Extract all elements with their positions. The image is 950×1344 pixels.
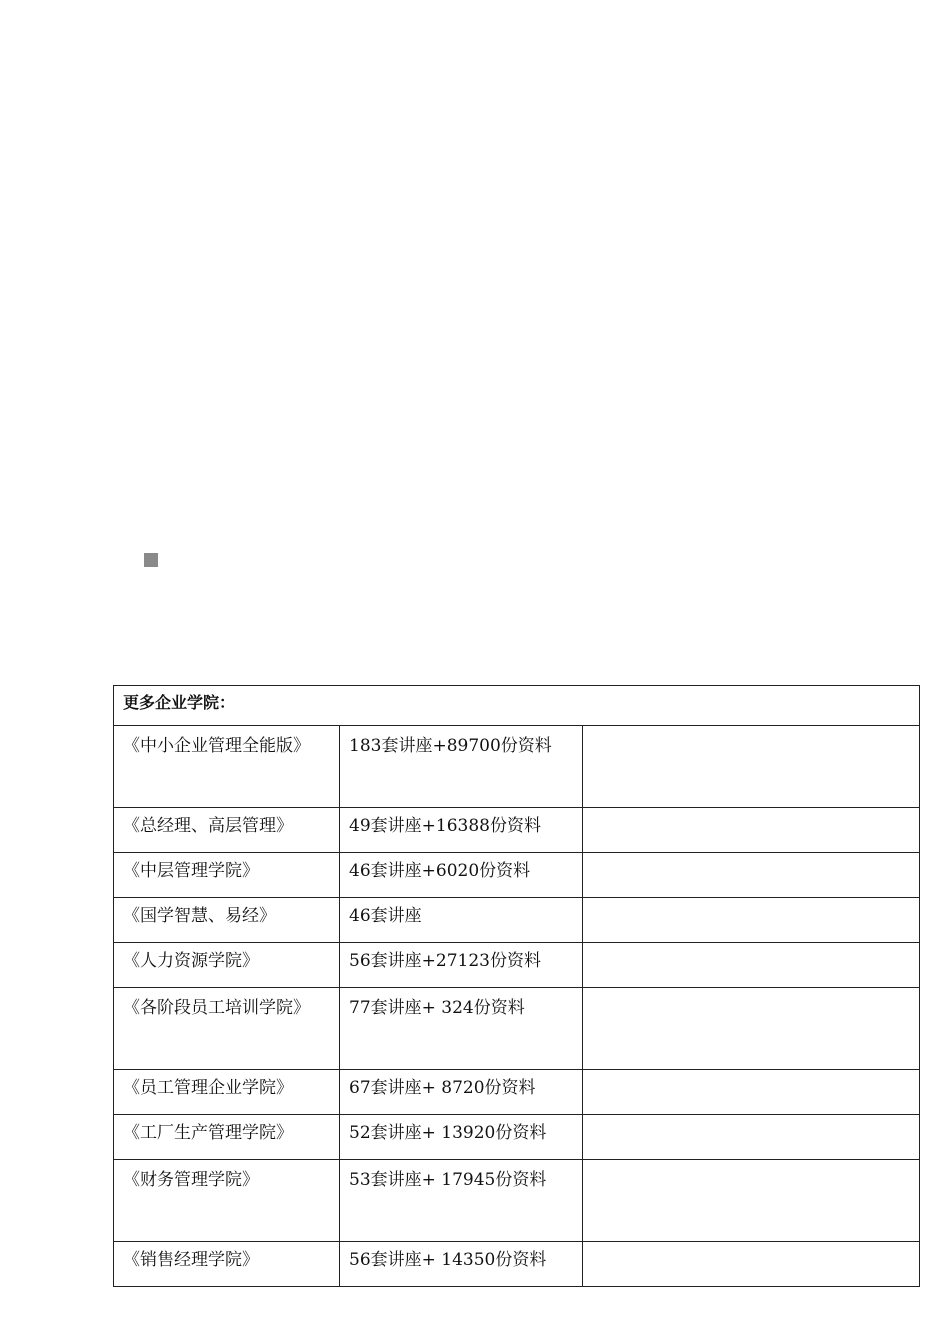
table-row	[114, 1115, 920, 1160]
table-row	[114, 988, 920, 1070]
academy-stat: 56套讲座+27123份资料	[340, 943, 583, 988]
academy-note	[583, 1115, 920, 1160]
table-header: 更多企业学院：	[114, 686, 920, 726]
table-row	[114, 853, 920, 898]
academy-name: 《各阶段员工培训学院》	[114, 988, 340, 1070]
table-row	[114, 808, 920, 853]
academy-name: 《员工管理企业学院》	[114, 1070, 340, 1115]
table-row	[114, 898, 920, 943]
academy-name: 《人力资源学院》	[114, 943, 340, 988]
table-row	[114, 1160, 920, 1242]
table-row	[114, 1070, 920, 1115]
table-header-row	[114, 686, 920, 726]
academy-table	[113, 685, 920, 1287]
academy-note	[583, 1242, 920, 1287]
academy-stat: 52套讲座+ 13920份资料	[340, 1115, 583, 1160]
academy-note	[583, 943, 920, 988]
academy-stat: 49套讲座+16388份资料	[340, 808, 583, 853]
table-row	[114, 1242, 920, 1287]
academy-note	[583, 726, 920, 808]
academy-name: 《中层管理学院》	[114, 853, 340, 898]
academy-name: 《中小企业管理全能版》	[114, 726, 340, 808]
academy-stat: 56套讲座+ 14350份资料	[340, 1242, 583, 1287]
table-row	[114, 943, 920, 988]
academy-note	[583, 808, 920, 853]
academy-name: 《工厂生产管理学院》	[114, 1115, 340, 1160]
academy-stat: 46套讲座	[340, 898, 583, 943]
table-row	[114, 726, 920, 808]
bullet-square	[144, 553, 158, 567]
academy-name: 《国学智慧、易经》	[114, 898, 340, 943]
academy-name: 《总经理、高层管理》	[114, 808, 340, 853]
academy-note	[583, 898, 920, 943]
academy-stat: 46套讲座+6020份资料	[340, 853, 583, 898]
academy-note	[583, 853, 920, 898]
academy-name: 《销售经理学院》	[114, 1242, 340, 1287]
academy-stat: 183套讲座+89700份资料	[340, 726, 583, 808]
academy-stat: 67套讲座+ 8720份资料	[340, 1070, 583, 1115]
academy-name: 《财务管理学院》	[114, 1160, 340, 1242]
academy-stat: 77套讲座+ 324份资料	[340, 988, 583, 1070]
academy-stat: 53套讲座+ 17945份资料	[340, 1160, 583, 1242]
academy-note	[583, 1160, 920, 1242]
academy-note	[583, 988, 920, 1070]
academy-note	[583, 1070, 920, 1115]
